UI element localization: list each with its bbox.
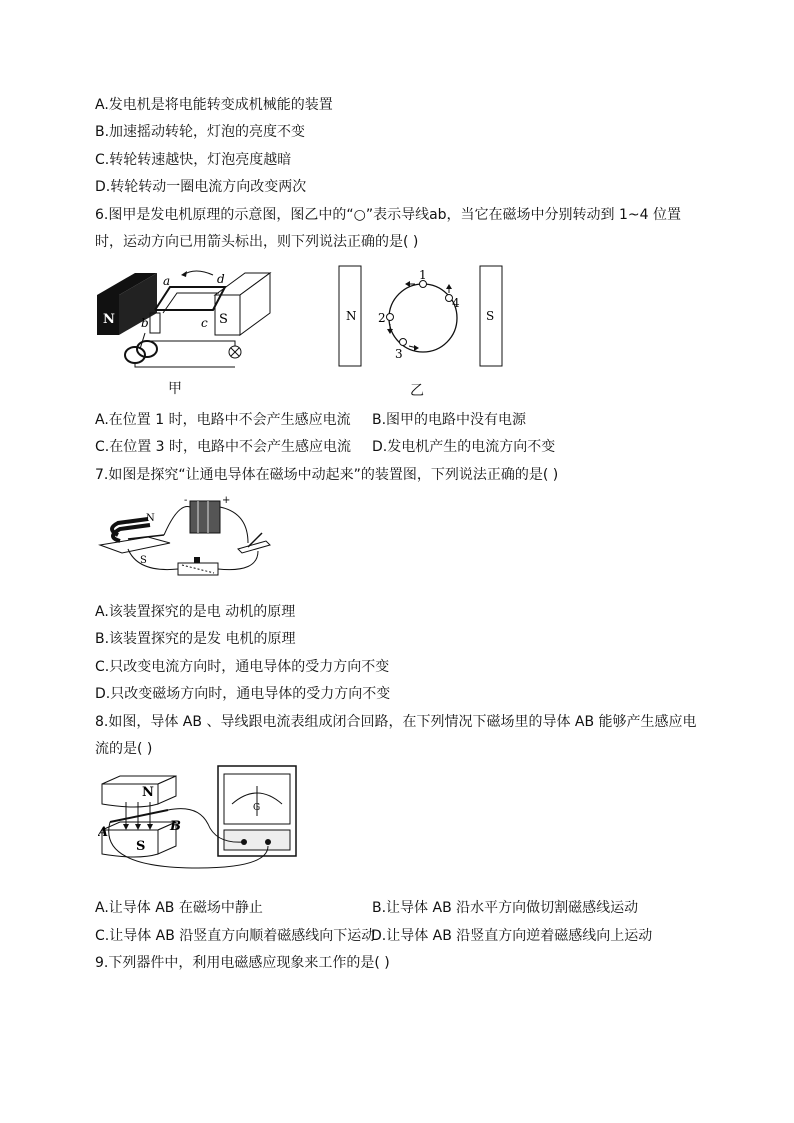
jia-label-a: a <box>163 274 171 288</box>
q6-option-d: D.发电机产生的电流方向不变 <box>372 439 556 455</box>
jia-label-b: b <box>141 316 149 330</box>
q7-stem: 7.如图是探究“让通电导体在磁场中动起来”的装置图，下列说法正确的是( ) <box>95 467 559 483</box>
yi-label-s: S <box>486 309 495 323</box>
q7-option-b: B.该装置探究的是发 电机的原理 <box>95 631 296 647</box>
q8-option-a: A.让导体 AB 在磁场中静止 <box>95 900 263 916</box>
q8-stem-line2: 流的是( ) <box>95 741 153 757</box>
q8-label-n: N <box>142 785 154 800</box>
q6-option-c: C.在位置 3 时，电路中不会产生感应电流 <box>95 439 352 455</box>
q9-stem: 9.下列器件中，利用电磁感应现象来工作的是( ) <box>95 955 390 971</box>
q8-label-g: G <box>253 803 261 813</box>
q5-option-b: B.加速摇动转轮，灯泡的亮度不变 <box>95 124 306 140</box>
figure-generator-jia <box>95 265 275 375</box>
q7-label-s: S <box>140 555 147 566</box>
q8-option-b: B.让导体 AB 沿水平方向做切割磁感线运动 <box>372 900 639 916</box>
jia-label-n: N <box>103 312 115 327</box>
q8-option-d: D.让导体 AB 沿竖直方向逆着磁感线向上运动 <box>371 928 653 944</box>
q7-label-n: N <box>146 513 155 524</box>
caption-yi: 乙 <box>410 383 424 399</box>
q8-stem-line1: 8.如图，导体 AB 、导线跟电流表组成闭合回路，在下列情况下磁场里的导体 AB 能够产生感应电 <box>95 714 697 730</box>
q6-stem-line2: 时，运动方向已用箭头标出，则下列说法正确的是( ) <box>95 234 419 250</box>
q8-label-s: S <box>136 839 146 854</box>
caption-jia: 甲 <box>168 381 182 397</box>
jia-label-c: c <box>201 316 208 330</box>
q7-label-minus: - <box>184 495 188 506</box>
q6-option-b: B.图甲的电路中没有电源 <box>372 412 527 428</box>
q8-label-a: A <box>98 825 109 840</box>
yi-label-2: 2 <box>378 311 386 325</box>
q5-option-a: A.发电机是将电能转变成机械能的装置 <box>95 97 333 113</box>
q7-option-a: A.该装置探究的是电 动机的原理 <box>95 604 296 620</box>
figure-positions-yi <box>335 262 510 372</box>
yi-label-1: 1 <box>419 268 427 282</box>
yi-label-n: N <box>346 309 357 323</box>
q5-option-d: D.转轮转动一圈电流方向改变两次 <box>95 179 307 195</box>
q7-option-c: C.只改变电流方向时，通电导体的受力方向不变 <box>95 659 390 675</box>
yi-label-4: 4 <box>452 296 460 310</box>
jia-label-s: S <box>219 312 228 327</box>
q8-option-c: C.让导体 AB 沿竖直方向顺着磁感线向下运动 <box>95 928 376 944</box>
figure-induction-circuit <box>98 764 318 874</box>
jia-label-d: d <box>217 272 225 286</box>
q7-label-plus: + <box>222 495 231 506</box>
q8-label-b: B <box>170 819 181 834</box>
q5-option-c: C.转轮转速越快，灯泡亮度越暗 <box>95 152 292 168</box>
q6-option-a: A.在位置 1 时，电路中不会产生感应电流 <box>95 412 351 428</box>
q6-stem-line1: 6.图甲是发电机原理的示意图，图乙中的“○”表示导线ab，当它在磁场中分别转动到 1~4 位置 <box>95 207 681 223</box>
q7-option-d: D.只改变磁场方向时，通电导体的受力方向不变 <box>95 686 391 702</box>
yi-label-3: 3 <box>395 347 403 361</box>
figure-motor-apparatus <box>98 493 273 588</box>
